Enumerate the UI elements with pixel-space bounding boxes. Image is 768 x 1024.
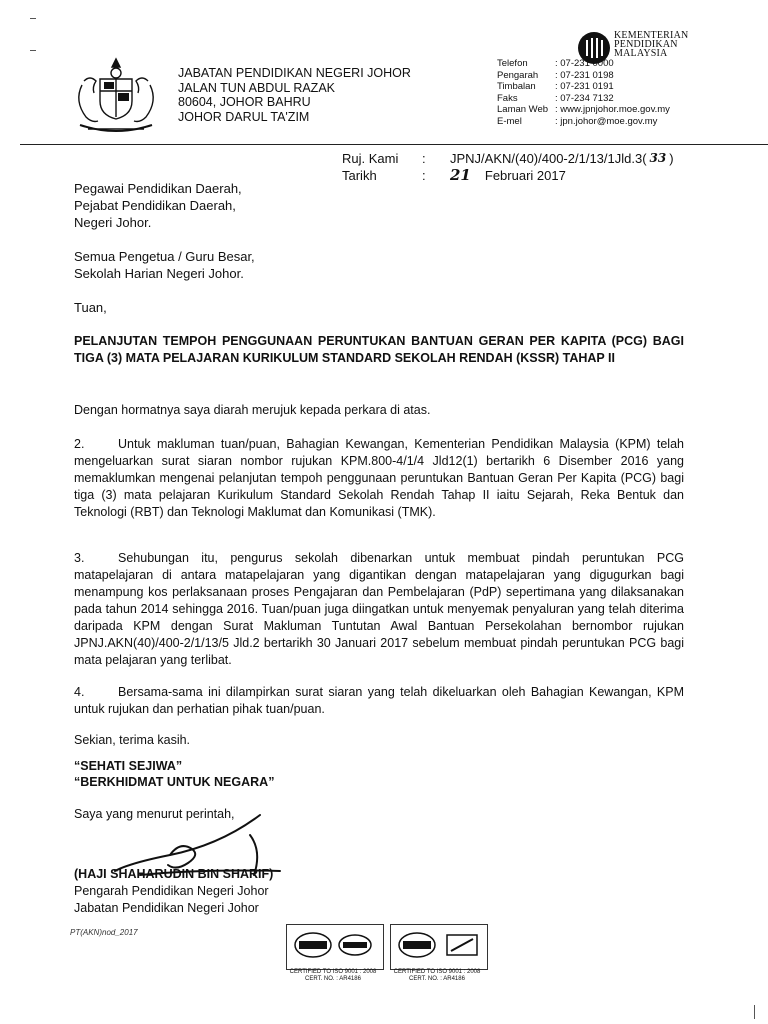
document-code: PT(AKN)nod_2017 xyxy=(70,928,138,937)
email-value[interactable]: : jpn.johor@moe.gov.my xyxy=(555,115,658,127)
contact-info xyxy=(497,58,670,127)
signer-department: Jabatan Pendidikan Negeri Johor xyxy=(74,901,259,915)
ministry-line: MALAYSIA xyxy=(614,48,668,59)
signature-intro: Saya yang menurut perintah, xyxy=(74,807,235,821)
contact-row xyxy=(497,81,670,93)
contact-label: E-mel xyxy=(497,115,522,127)
org-name: JABATAN PENDIDIKAN NEGERI JOHOR xyxy=(178,66,411,80)
recipient-line: Pejabat Pendidikan Daerah, xyxy=(74,198,236,213)
reference-block xyxy=(342,150,674,184)
contact-value: : 07-231 0000 xyxy=(555,58,614,69)
cert-caption-line: CERT. NO. : AR4186 xyxy=(409,976,465,982)
ruj-close: ) xyxy=(669,151,674,166)
salutation: Tuan, xyxy=(74,300,107,315)
contact-label: Faks xyxy=(497,92,518,104)
paragraph-number: 2. xyxy=(74,437,85,451)
motto-line: “BERKHIDMAT UNTUK NEGARA” xyxy=(74,775,275,789)
signer-title: Pengarah Pendidikan Negeri Johor xyxy=(74,884,269,898)
ruj-colon: : xyxy=(422,151,426,166)
ministry-name xyxy=(614,31,688,58)
ruj-value: JPNJ/AKN/(40)/400-2/1/13/1Jld.3( xyxy=(450,151,647,166)
paragraph-4 xyxy=(74,684,684,718)
cert-caption-1 xyxy=(278,969,388,983)
contact-label: Timbalan xyxy=(497,81,536,92)
margin-mark xyxy=(30,50,36,51)
margin-mark xyxy=(30,18,36,19)
contact-row xyxy=(497,93,670,105)
certification-logo-icon xyxy=(287,925,383,969)
reference-row xyxy=(342,150,674,167)
cert-caption-line: CERTIFIED TO ISO 9001 : 2008 xyxy=(393,969,481,975)
letter-subject: PELANJUTAN TEMPOH PENGGUNAAN PERUNTUKAN BANTUAN GERAN PER KAPITA (PCG) BAGI TIGA (3) MATA PELAJARAN KURIKULUM STANDARD SEKOLAH RENDAH (KSSR) TAHAP II xyxy=(74,334,684,365)
quality-cert-badge-2 xyxy=(390,924,488,970)
cert-caption-2 xyxy=(382,969,492,983)
paragraph-text: Bersama-sama ini dilampirkan surat siaran yang telah dikeluarkan oleh Bahagian Kewangan, KPM untuk rujukan dan perhatian pihak tuan/puan. xyxy=(74,685,684,716)
recipient-line: Semua Pengetua / Guru Besar, xyxy=(74,249,255,264)
recipient-line: Negeri Johor. xyxy=(74,215,152,230)
tarikh-label: Tarikh xyxy=(342,168,377,183)
certification-logo-icon xyxy=(391,925,487,969)
contact-label: Laman Web xyxy=(497,104,549,115)
opening-line: Dengan hormatnya saya diarah merujuk kepada perkara di atas. xyxy=(74,403,431,417)
paragraph-3 xyxy=(74,550,684,669)
tarikh-colon: : xyxy=(422,168,426,183)
contact-row xyxy=(497,104,670,116)
contact-value: : 07-234 7132 xyxy=(555,92,614,104)
cert-caption-line: CERT. NO. : AR4186 xyxy=(305,976,361,982)
website-value[interactable]: : www.jpnjohor.moe.gov.my xyxy=(555,104,670,115)
contact-row xyxy=(497,116,670,128)
paragraph-text: Untuk makluman tuan/puan, Bahagian Kewangan, Kementerian Pendidikan Malaysia (KPM) telah mengeluarkan surat siaran nombor rujukan KPM.800-4/1/4 Jld12(1) bertarikh 6 Disember 2016 yang memaklumkan mengenai pelanjutan tempoh penggunaan peruntukan Bantuan Geran Per Kapita (PCG) bagi tiga (3) mata pelajaran Kurikulum Standard Sekolah Rendah Tahap II iaitu Sejarah, Reka Bentuk dan Teknologi (RBT) dan Teknologi Maklumat dan Komunikasi (TMK). xyxy=(74,437,684,519)
contact-label: Pengarah xyxy=(497,69,539,81)
tarikh-value: Februari 2017 xyxy=(484,168,566,183)
recipient-block-2 xyxy=(74,248,255,282)
margin-mark xyxy=(754,1005,755,1019)
ruj-handwritten-number: 33 xyxy=(649,151,667,165)
motto-line: “SEHATI SEJIWA” xyxy=(74,759,183,773)
org-state: JOHOR DARUL TA'ZIM xyxy=(178,109,310,124)
paragraph-text: Sehubungan itu, pengurus sekolah dibenarkan untuk membuat pindah peruntukan PCG matapelajaran di antara matapelajaran yang digantikan dengan matapelajaran yang digugurkan bagi menampung kos perlaksanaan proses Pengajaran dan Pembelajaran (PdP) sepertimana yang dilaksanakan pada tahun 2014 sehingga 2016. Tuan/puan juga diingatkan untuk menyemak penyaluran yang telah diterima daripada KPM dengan Surat Makluman Tuntutan Awal Bantuan Persekolahan bernombor rujukan JPNJ.AKN(40)/400-2/1/13/5 Jld.2 bertarikh 30 Januari 2017 sebelum membuat pindah peruntukan PCG bagi mata pelajaran yang terlibat. xyxy=(74,551,684,667)
quality-cert-badge-1 xyxy=(286,924,384,970)
contact-row xyxy=(497,70,670,82)
org-city: 80604, JOHOR BAHRU xyxy=(178,95,311,109)
recipient-line: Sekolah Harian Negeri Johor. xyxy=(74,266,244,281)
paragraph-number: 4. xyxy=(74,685,85,699)
coat-of-arms-logo xyxy=(70,55,162,137)
motto xyxy=(74,758,274,790)
contact-row xyxy=(497,58,670,70)
contact-value: : 07-231 0191 xyxy=(555,81,614,92)
closing-line: Sekian, terima kasih. xyxy=(74,733,191,747)
header-divider xyxy=(20,144,768,145)
date-handwritten-day: 21 xyxy=(450,166,471,184)
letterhead-address xyxy=(178,66,411,124)
org-street: JALAN TUN ABDUL RAZAK xyxy=(178,80,335,95)
signer-name: (HAJI SHAHARUDIN BIN SHARIF) xyxy=(74,867,274,881)
cert-caption-line: CERTIFIED TO ISO 9001 : 2008 xyxy=(289,969,377,975)
paragraph-2 xyxy=(74,436,684,521)
ruj-label: Ruj. Kami xyxy=(342,151,399,166)
recipient-block-1 xyxy=(74,180,242,231)
signer-block xyxy=(74,866,273,917)
recipient-line: Pegawai Pendidikan Daerah, xyxy=(74,181,242,196)
contact-label: Telefon xyxy=(497,58,528,69)
paragraph-number: 3. xyxy=(74,551,85,565)
date-row xyxy=(342,167,674,184)
ministry-line: KEMENTERIAN xyxy=(614,30,689,41)
contact-value: : 07-231 0198 xyxy=(555,69,614,81)
ministry-line: PENDIDIKAN xyxy=(614,39,678,50)
